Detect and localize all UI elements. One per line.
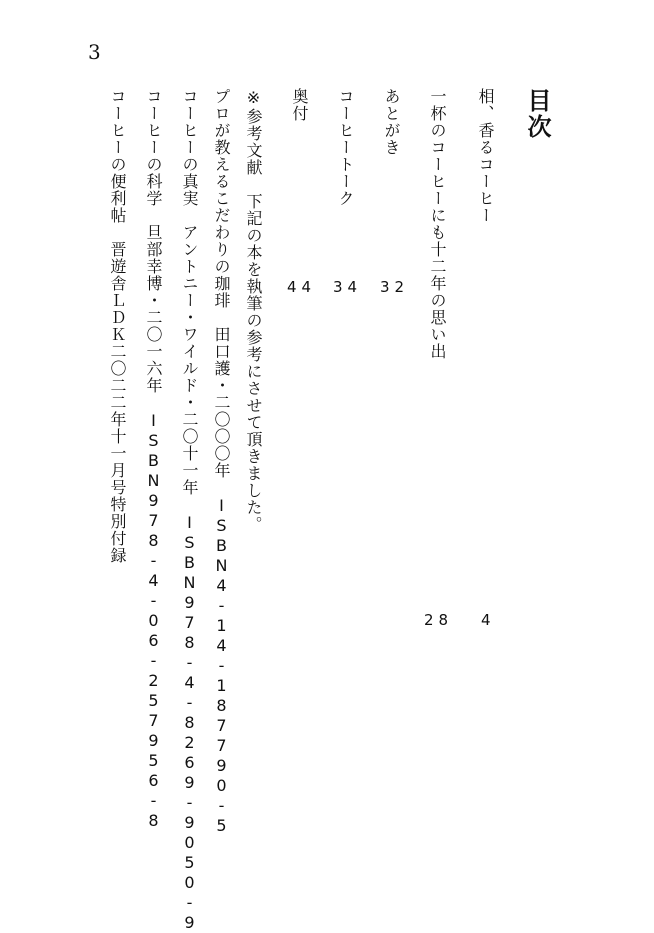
- page-number: 3: [88, 40, 101, 64]
- references-heading: ※参考文献 下記の本を執筆の参考にさせて頂きました。: [244, 88, 263, 533]
- toc-entry-title: あとがき: [382, 88, 401, 156]
- toc-entry-title: コーヒートーク: [336, 88, 355, 207]
- toc-entry-title: 相、香るコーヒー: [476, 88, 495, 224]
- toc-entry-title: 一杯のコーヒーにも十二年の思い出: [428, 88, 447, 360]
- toc-entry-page: 32: [380, 278, 410, 296]
- reference-item: コーヒーの真実 アントニー・ワイルド・二〇十一年 ISBN978-4-8269-9050-9: [180, 88, 199, 933]
- reference-item: コーヒーの科学 旦部幸博・二〇一六年 ISBN978-4-06-257956-8: [144, 88, 163, 831]
- reference-item: コーヒーの便利帖 晋遊舎ＬＤＫ二〇二二年十一月号特別付録: [108, 88, 127, 564]
- page-title: 目次: [523, 88, 551, 140]
- toc-entry-page: 34: [333, 278, 363, 296]
- toc-entry-page: 44: [287, 278, 317, 296]
- toc-entry-title: 奥付: [290, 88, 309, 122]
- toc-entry-page: 28: [424, 611, 454, 629]
- reference-item: プロが教えるこだわりの珈琲 田口護・二〇〇〇年 ISBN4-14-187790-5: [212, 88, 231, 836]
- toc-entry-page: 4: [481, 611, 496, 629]
